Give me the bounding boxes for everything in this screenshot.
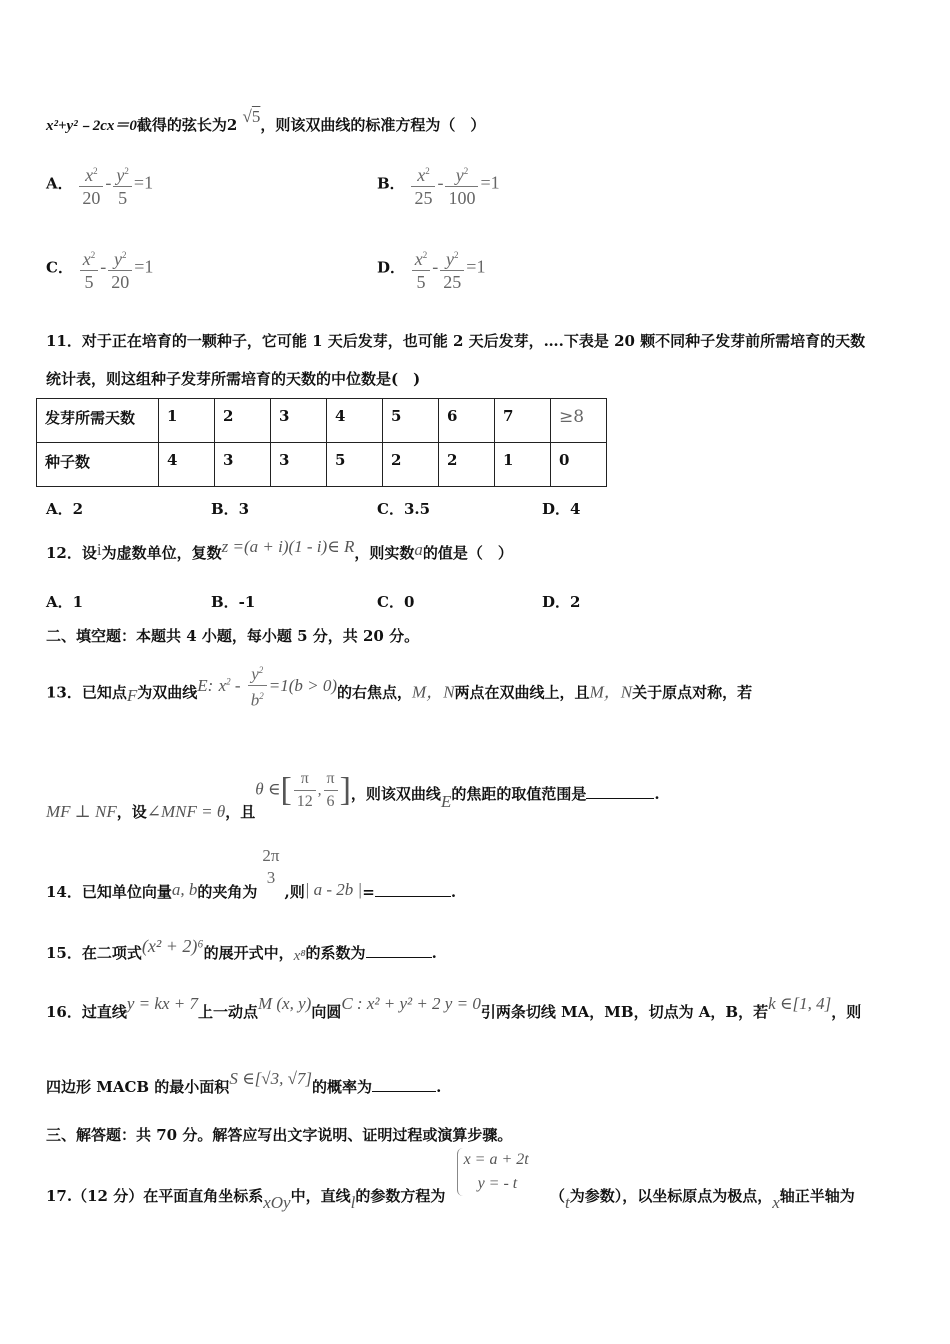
frac-num: x (414, 249, 423, 269)
q12-text: 为虚数单位，复数 (101, 544, 222, 562)
q12-option-c[interactable]: C．0 (377, 593, 415, 611)
frac-den: 12 (296, 793, 313, 810)
table-cell: 1 (159, 399, 215, 443)
table-cell: 发芽所需天数 (37, 399, 159, 443)
table-cell: ≥8 (551, 399, 607, 443)
q13-E2: E (440, 791, 452, 811)
q12-i: i (96, 540, 102, 559)
table-row (37, 443, 607, 487)
minus: - (432, 256, 439, 277)
q16-text: 四边形 MACB 的最小面积 (46, 1078, 230, 1096)
q17-system (457, 1148, 529, 1196)
q11-option-c[interactable]: C．3.5 (377, 500, 431, 518)
q11-option-a[interactable]: A．2 (46, 500, 84, 518)
fraction: $\frac{x^2}{25}$ (411, 160, 435, 209)
option-label: D． (377, 258, 406, 277)
table-cell: 4 (159, 443, 215, 487)
q13-text: ，则该双曲线 (350, 784, 441, 803)
q13-hyp-tail: =1(b > 0) (268, 676, 338, 696)
q10-sqrt: √5 (242, 107, 261, 126)
frac-num: y (455, 165, 464, 185)
frac-den: b (250, 690, 260, 710)
q12-option-d[interactable]: D．2 (542, 593, 581, 611)
minus: - (437, 172, 444, 193)
q13-frac2 (324, 768, 338, 813)
frac-num: 2π (262, 846, 280, 865)
q13-theta: θ ∈ (255, 779, 281, 799)
table-cell: 1 (495, 443, 551, 487)
q14-line (46, 845, 457, 901)
frac-den: 100 (448, 188, 476, 208)
q17-t: t (564, 1193, 570, 1212)
q12-a: a (414, 540, 423, 559)
q15-x8: x⁸ (293, 948, 306, 964)
q13-text: ，设 (116, 802, 147, 821)
frac-den: 3 (266, 868, 276, 887)
table-cell: 4 (327, 399, 383, 443)
q15-line (46, 936, 437, 964)
q13-F: F (126, 686, 138, 706)
table-cell: 5 (383, 399, 439, 443)
q13-text: 的焦距的取值范围是 (451, 784, 587, 803)
q13-text: . (654, 784, 660, 803)
q11-line1: 11．对于正在培育的一颗种子，它可能 1 天后发芽，也可能 2 天后发芽，….下表是 20 颗不同种子发芽前所需培育的天数 (46, 332, 866, 350)
q12-option-a[interactable]: A．1 (46, 593, 84, 611)
q16-circle: C : x² + y² + 2 y = 0 (341, 994, 481, 1013)
fraction: $\frac{y^2}{100}$ (445, 160, 478, 209)
frac-den: 5 (416, 272, 426, 292)
q13-text: 13．已知点 (46, 683, 127, 702)
equals-one: =1 (480, 172, 500, 193)
frac-num: x (417, 165, 426, 185)
q17-eq1: x = a + 2t (463, 1151, 529, 1168)
q17-text: 的参数方程为 (355, 1187, 446, 1205)
q17-text: 为参数），以坐标原点为极点， (569, 1187, 773, 1205)
q12-text: 的值是（ ） (422, 544, 513, 562)
minus: - (105, 172, 112, 193)
fraction: $\frac{y^2}{20}$ (108, 244, 132, 293)
q10-text: 截得的弦长为 (136, 116, 227, 134)
q15-text: 15．在二项式 (46, 944, 142, 962)
q14-text: 14．已知单位向量 (46, 883, 172, 901)
equals-one: =1 (466, 256, 486, 277)
frac-num: y (446, 249, 455, 269)
q16-text: 上一动点 (197, 1003, 258, 1021)
q13-text: ，且 (225, 802, 256, 821)
q10-rad: 5 (251, 107, 261, 126)
equals-one: =1 (133, 172, 154, 193)
q13-line2 (46, 768, 660, 821)
table-cell: 0 (551, 443, 607, 487)
left-bracket: [ (280, 771, 292, 809)
q10-option-c[interactable] (46, 244, 153, 293)
q13-text: 关于原点对称，若 (632, 683, 753, 702)
table-cell: 6 (439, 399, 495, 443)
q10-option-a[interactable] (46, 160, 153, 209)
option-label: A． (46, 174, 73, 193)
fraction: $\frac{x^2}{5}$ (412, 244, 431, 293)
q12-expr: z =(a + i)(1 - i)∈ R (221, 537, 355, 556)
q16-text: . (436, 1078, 442, 1096)
q17-eq2: y = - t (477, 1175, 518, 1192)
q14-ab: a, b (171, 880, 198, 899)
q15-text: 的展开式中， (203, 944, 294, 962)
option-label: B． (377, 174, 405, 193)
table-cell: 种子数 (37, 443, 159, 487)
q16-line-eq: y = kx + 7 (126, 994, 198, 1013)
comma: , (317, 782, 322, 799)
q14-frac (259, 845, 282, 889)
q13-hyp: $x^2$ - (218, 676, 241, 696)
table-cell: 3 (271, 443, 327, 487)
q10-stem-end: ，则该双曲线的标准方程为（ ） (260, 116, 486, 134)
fraction: $\frac{y^2}{25}$ (440, 244, 464, 293)
table-cell: 7 (495, 399, 551, 443)
q14-answer-blank[interactable] (375, 896, 451, 897)
section-3-heading: 三、解答题：共 70 分。解答应写出文字说明、证明过程或演算步骤。 (46, 1126, 513, 1144)
q15-expr: (x² + 2)⁶ (141, 936, 204, 956)
frac-num: π (294, 768, 316, 791)
frac-den: 25 (443, 272, 462, 292)
q12-option-b[interactable]: B．-1 (211, 593, 256, 611)
q15-text: . (431, 944, 437, 962)
frac-num: y (116, 165, 125, 185)
q17-text: 轴正半轴为 (779, 1187, 855, 1205)
q16-text: 16．过直线 (46, 1003, 127, 1021)
q12-text: ，则实数 (354, 544, 415, 562)
q13-frac: $\frac{y^2}{b^2}$ (248, 660, 267, 710)
q13-line1 (46, 660, 752, 710)
equals-one: =1 (134, 256, 154, 277)
q12-text: 12．设 (46, 544, 97, 562)
q10-option-d[interactable] (377, 244, 485, 293)
q13-frac1 (294, 768, 316, 813)
right-bracket: ] (339, 771, 351, 809)
table-cell: 2 (383, 443, 439, 487)
q14-text: . (450, 883, 457, 901)
q16-S: S ∈[√3, √7] (229, 1069, 313, 1088)
q13-text: 为双曲线 (137, 683, 198, 702)
frac-num: y (113, 249, 122, 269)
q10-coef: 2 (226, 116, 238, 134)
q10-circle-eq: x²+y²﹣2cx＝0 (46, 118, 137, 134)
q13-MN: M，N (589, 682, 633, 702)
frac-den: 20 (82, 188, 101, 208)
q16-point: M (x, y) (257, 994, 312, 1013)
q13-text: 的右焦点， (337, 683, 413, 702)
frac-den: 5 (84, 272, 94, 292)
q13-angle: ∠MNF = θ (146, 801, 226, 821)
q14-text: ,则 (284, 883, 305, 901)
frac-den: 6 (326, 793, 335, 810)
q12-stem (46, 537, 513, 563)
table-cell: 3 (215, 443, 271, 487)
frac-num: x (82, 249, 91, 269)
option-label: C． (46, 258, 73, 277)
fraction: $\frac{x^2}{5}$ (80, 244, 99, 293)
q17-xOy: xOy (263, 1193, 291, 1212)
q10-stem (46, 107, 486, 135)
q16-answer-blank[interactable] (372, 1091, 436, 1092)
section-2-heading: 二、填空题：本题共 4 小题，每小题 5 分，共 20 分。 (46, 627, 420, 645)
q13-text: 两点在双曲线上，且 (454, 683, 590, 702)
q17-l: l (350, 1193, 356, 1212)
hyp-x: x (218, 676, 227, 696)
fraction: $\frac{x^2}{20}$ (79, 160, 103, 209)
q16-text: 向圆 (311, 1003, 342, 1021)
frac-den: 25 (414, 188, 433, 208)
frac-num: x (85, 165, 94, 185)
table-cell: 5 (327, 443, 383, 487)
q11-option-b[interactable]: B．3 (211, 500, 250, 518)
q17-text: 中，直线 (290, 1187, 351, 1205)
q16-line2 (46, 1069, 442, 1097)
q13-perp: MF ⊥ NF (46, 801, 117, 821)
q16-line1 (46, 994, 862, 1022)
table-cell: 2 (215, 399, 271, 443)
q14-expr: | a - 2b | (304, 880, 363, 899)
q17-x: x (772, 1193, 780, 1212)
fraction: $\frac{y^2}{5}$ (113, 160, 132, 209)
q16-text: ，则 (831, 1003, 862, 1021)
q11-option-d[interactable]: D．4 (542, 500, 581, 518)
q16-k: k ∈[1, 4] (768, 994, 832, 1013)
q13-MN: M，N (412, 682, 455, 702)
frac-num: y (251, 664, 259, 684)
q10-option-b[interactable] (377, 160, 500, 209)
q17-text: （ (549, 1187, 565, 1205)
q15-answer-blank[interactable] (366, 957, 432, 958)
q14-text: 的夹角为 (197, 883, 258, 901)
q13-answer-blank[interactable] (586, 798, 654, 799)
q17-text: 17.（12 分）在平面直角坐标系 (46, 1187, 264, 1205)
q11-line2: 统计表，则这组种子发芽所需培育的天数的中位数是( ) (46, 370, 421, 388)
q15-text: 的系数为 (305, 944, 366, 962)
frac-den: 5 (118, 188, 128, 208)
q16-text: 引两条切线 MA，MB，切点为 A，B，若 (480, 1003, 769, 1021)
frac-num: π (324, 768, 338, 791)
table-row (37, 399, 607, 443)
q17-line (46, 1148, 855, 1212)
q11-table (36, 398, 607, 487)
table-cell: 3 (271, 399, 327, 443)
table-cell: 2 (439, 443, 495, 487)
frac-den: 20 (111, 272, 130, 292)
minus: - (100, 256, 107, 277)
q13-E: E: (197, 676, 214, 696)
q14-text: = (362, 883, 375, 901)
q16-text: 的概率为 (312, 1078, 373, 1096)
